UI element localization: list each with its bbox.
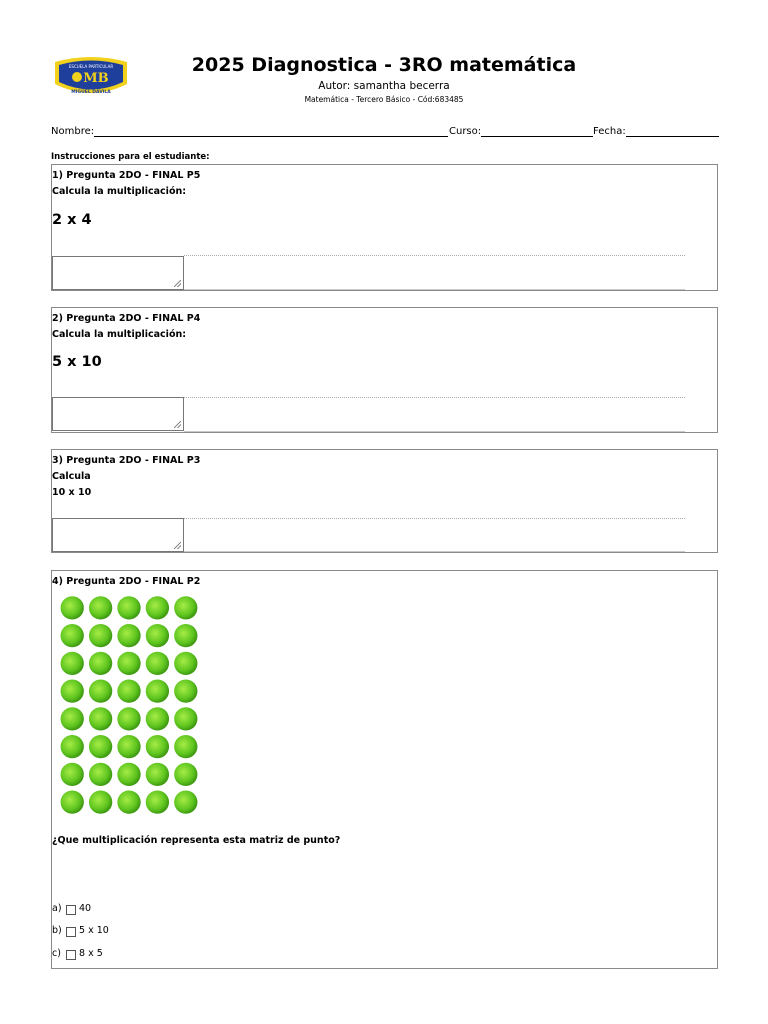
matrix-dot [174, 707, 197, 730]
resize-handle-icon[interactable] [174, 542, 181, 549]
option-b-checkbox[interactable] [66, 927, 76, 937]
logo-text-bottom: MIGUEL DAVILA [71, 90, 111, 95]
question-4-text: ¿Que multiplicación representa esta matriz de punto? [52, 835, 341, 846]
matrix-dot [174, 596, 197, 619]
page-title: 2025 Diagnostica - 3RO matemática [191, 54, 577, 76]
matrix-dot [89, 624, 112, 647]
question-1-answer-box[interactable] [52, 256, 184, 290]
matrix-dot [61, 790, 84, 813]
name-field-row [51, 121, 448, 137]
question-1-prompt: Calcula la multiplicación: [52, 186, 187, 197]
matrix-dot [174, 790, 197, 813]
matrix-dot [146, 596, 169, 619]
resize-handle-icon[interactable] [174, 280, 181, 287]
matrix-dot [89, 596, 112, 619]
option-a-checkbox[interactable] [66, 905, 76, 915]
question-3-heading: 3) Pregunta 2DO - FINAL P3 [52, 455, 201, 466]
question-1-expression: 2 x 4 [52, 212, 92, 228]
author-line: Autor: samantha becerra [318, 80, 450, 92]
question-2 [51, 307, 718, 433]
matrix-dot [89, 707, 112, 730]
matrix-dot [61, 596, 84, 619]
logo-monogram: MB [83, 71, 109, 86]
date-field[interactable] [626, 123, 719, 137]
dot-matrix-image [58, 594, 200, 816]
option-b[interactable] [52, 924, 109, 937]
question-3-prompt: Calcula [52, 471, 91, 482]
matrix-dot [117, 679, 140, 702]
dotted-line [184, 397, 685, 398]
matrix-dot [117, 596, 140, 619]
matrix-dot [174, 679, 197, 702]
course-field[interactable] [481, 123, 593, 137]
dotted-line [184, 518, 685, 519]
matrix-dot [89, 790, 112, 813]
date-field-row [593, 121, 719, 137]
matrix-dot [89, 763, 112, 786]
matrix-dot [146, 790, 169, 813]
course-label: Curso: [449, 126, 482, 137]
matrix-dot [89, 679, 112, 702]
matrix-dot [174, 735, 197, 758]
matrix-dot [174, 624, 197, 647]
question-2-answer-box[interactable] [52, 397, 184, 431]
matrix-dot [117, 624, 140, 647]
resize-handle-icon[interactable] [174, 421, 181, 428]
matrix-dot [146, 735, 169, 758]
option-b-text: 5 x 10 [79, 925, 109, 936]
matrix-dot [174, 763, 197, 786]
name-label: Nombre: [51, 126, 95, 137]
date-label: Fecha: [593, 126, 626, 137]
answer-line [184, 551, 685, 552]
matrix-dot [61, 707, 84, 730]
matrix-dot [174, 652, 197, 675]
matrix-dot [61, 652, 84, 675]
name-field[interactable] [94, 123, 448, 137]
subject-line: Matemática - Tercero Básico - Cód:683485 [304, 95, 464, 104]
answer-line [184, 431, 685, 432]
question-4-heading: 4) Pregunta 2DO - FINAL P2 [52, 576, 201, 587]
matrix-dot [146, 624, 169, 647]
question-2-heading: 2) Pregunta 2DO - FINAL P4 [52, 313, 201, 324]
matrix-dot [146, 679, 169, 702]
question-1 [51, 164, 718, 291]
question-3 [51, 449, 718, 553]
question-3-expression: 10 x 10 [52, 487, 92, 498]
instructions-label: Instrucciones para el estudiante: [51, 152, 210, 162]
matrix-dot [61, 679, 84, 702]
matrix-dot [117, 763, 140, 786]
question-2-prompt: Calcula la multiplicación: [52, 329, 187, 340]
matrix-dot [61, 735, 84, 758]
dotted-line [184, 255, 685, 256]
matrix-dot [89, 735, 112, 758]
course-field-row [449, 121, 593, 137]
matrix-dot [117, 652, 140, 675]
option-b-letter: b) [52, 925, 62, 936]
question-3-answer-box[interactable] [52, 518, 184, 552]
matrix-dot [61, 763, 84, 786]
matrix-dot [89, 652, 112, 675]
option-c-letter: c) [52, 948, 61, 959]
option-a[interactable] [52, 902, 91, 915]
option-c-checkbox[interactable] [66, 950, 76, 960]
matrix-dot [146, 652, 169, 675]
logo-text-top: ESCUELA PARTICULAR [68, 64, 114, 69]
matrix-dot [146, 707, 169, 730]
answer-line [184, 289, 685, 290]
option-a-letter: a) [52, 903, 62, 914]
matrix-dot [146, 763, 169, 786]
question-1-heading: 1) Pregunta 2DO - FINAL P5 [52, 170, 201, 181]
option-c[interactable] [52, 947, 103, 960]
matrix-dot [117, 790, 140, 813]
question-4 [51, 570, 718, 969]
question-2-expression: 5 x 10 [52, 354, 102, 370]
matrix-dot [117, 735, 140, 758]
option-c-text: 8 x 5 [79, 948, 103, 959]
matrix-dot [61, 624, 84, 647]
option-a-text: 40 [79, 903, 92, 914]
matrix-dot [117, 707, 140, 730]
